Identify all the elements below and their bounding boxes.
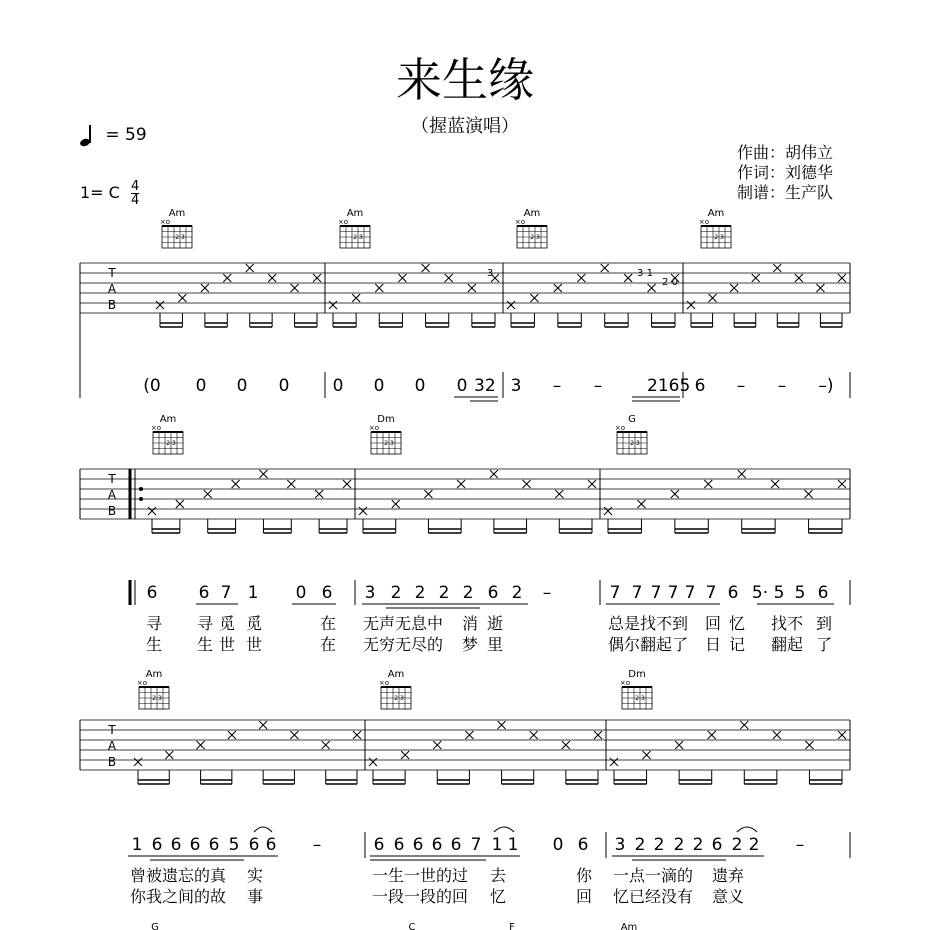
chord-name-partial: F (509, 922, 515, 930)
lyric-text: 一段一段的回 (372, 887, 469, 906)
lyric-text: 无声无息中 (363, 614, 444, 633)
time-sig-top: 4 (130, 179, 140, 194)
chord-open-markers: ×o (514, 218, 526, 226)
key-value: 1= C (80, 183, 120, 202)
lyric-text: 觅 (246, 614, 263, 633)
lyric-text: 逝 (487, 614, 504, 633)
tab-letter-b: B (107, 504, 117, 518)
repeat-dot (139, 487, 143, 491)
notation-note: 6 (711, 835, 723, 855)
notation-note: 6 (431, 835, 443, 855)
chord-open-markers: ×o (378, 679, 390, 687)
chord-name-dm: Dm (377, 414, 395, 425)
notation-note: 0 (295, 583, 307, 603)
notation-note: – (736, 376, 746, 396)
notation-note: 6 (189, 835, 201, 855)
notation-note: 2 (653, 835, 665, 855)
chord-open-markers: ×o (337, 218, 349, 226)
lyric-text: 偶尔翻起了 (608, 635, 689, 654)
notation-note: 7 (609, 583, 621, 603)
notation-note: 6 (151, 835, 163, 855)
notation-note: 7 (650, 583, 662, 603)
notation-note: 0 (236, 376, 248, 396)
tab-fret-number: 3 (486, 268, 494, 279)
notation-note: 3 (364, 583, 376, 603)
notation-note: 1 (507, 835, 519, 855)
tab-letter-t: T (108, 472, 116, 486)
lyric-text: 觅 (219, 614, 236, 633)
notation-note: 2 (634, 835, 646, 855)
notation-note: – (593, 376, 603, 396)
song-title: 来生缘 (396, 53, 534, 107)
notation-note: 2 (511, 583, 523, 603)
notation-note: 2 (748, 835, 760, 855)
chord-name-am: Am (145, 669, 163, 680)
composer-credit: 作曲：胡伟立 (737, 143, 834, 162)
tab-fret-number: 2 0 (662, 277, 678, 288)
tab-letter-a: A (107, 488, 117, 502)
chord-open-markers: ×o (698, 218, 710, 226)
lyric-text: 了 (816, 635, 833, 654)
notation-note: 0 (373, 376, 385, 396)
notation-note: – (777, 376, 787, 396)
lyric-text: 里 (487, 635, 504, 654)
chord-open-markers: ×o (614, 424, 626, 432)
tie-arc (737, 827, 757, 832)
tab-letter-a: A (107, 739, 117, 753)
lyric-text: 日 (705, 635, 722, 654)
notation-note: 0 (456, 376, 468, 396)
notation-note: 7 (684, 583, 696, 603)
lyric-text: 忆 (490, 887, 507, 906)
chord-open-markers: ×o (619, 679, 631, 687)
tempo-value: = 59 (105, 125, 147, 145)
singer-subtitle: （握蓝演唱） (411, 116, 519, 137)
lyric-text: 回 (705, 614, 722, 633)
lyricist-credit: 作词：刘德华 (737, 163, 834, 182)
lyric-text: 你我之间的故 (130, 887, 227, 906)
lyric-text: 翻起 (771, 635, 804, 654)
chord-open-markers: ×o (159, 218, 171, 226)
chord-open-markers: ×o (150, 424, 162, 432)
lyric-text: 寻 (197, 614, 214, 633)
lyric-text: 在 (320, 635, 337, 654)
notation-note: 2 (673, 835, 685, 855)
lyric-text: 记 (729, 635, 746, 654)
notation-note: 6 (727, 583, 739, 603)
lyric-text: 事 (247, 887, 264, 906)
notation-note: 5 (228, 835, 240, 855)
notation-note: 6 (248, 835, 260, 855)
chord-name-am: Am (387, 669, 405, 680)
lyric-text: 遗弃 (712, 866, 745, 885)
notation-note: 6 (393, 835, 405, 855)
lyric-text: 在 (320, 614, 337, 633)
notation-note: 6 (170, 835, 182, 855)
chord-fingering: 2 3 (384, 440, 394, 447)
lyric-text: 实 (247, 866, 264, 885)
tab-letter-b: B (107, 755, 117, 769)
notation-note: 2 (414, 583, 426, 603)
chord-name-am: Am (346, 208, 364, 219)
notation-note: 6 (198, 583, 210, 603)
notation-note: – (552, 376, 562, 396)
tie-arc (254, 827, 272, 832)
notation-note: – (312, 835, 322, 855)
lyric-text: 曾被遗忘的真 (130, 866, 227, 885)
lyric-text: 梦 (462, 635, 479, 654)
tie-arc (494, 827, 514, 832)
notation-note: 6 (450, 835, 462, 855)
notation-note: 7 (470, 835, 482, 855)
notation-note: 0 (332, 376, 344, 396)
notation-note: 2 (731, 835, 743, 855)
chord-fingering: 2 3 (353, 234, 363, 241)
chord-name-partial: G (151, 922, 159, 930)
lyric-text: 意义 (712, 887, 745, 906)
notation-note: 6 (577, 835, 589, 855)
notation-note: 6 (146, 583, 158, 603)
notation-note: 32 (474, 376, 496, 396)
notation-note: 2 (390, 583, 402, 603)
notation-note: 7 (667, 583, 679, 603)
notation-note: 2 (438, 583, 450, 603)
chord-fingering: 2 3 (175, 234, 185, 241)
repeat-dot (139, 497, 143, 501)
notation-note: 3 (510, 376, 522, 396)
chord-fingering: 2 3 (630, 440, 640, 447)
chord-name-dm: Dm (628, 669, 646, 680)
notation-note: –) (818, 376, 834, 396)
notation-note: 6 (487, 583, 499, 603)
chord-name-partial: Am (620, 922, 638, 930)
notation-note: 0 (278, 376, 290, 396)
notation-note: 6 (694, 376, 706, 396)
lyric-text: 消 (462, 614, 479, 633)
notation-note: 0 (195, 376, 207, 396)
chord-fingering: 2 3 (635, 695, 645, 702)
lyric-text: 回 (576, 887, 593, 906)
notation-note: 7 (220, 583, 232, 603)
notation-note: 1 (131, 835, 143, 855)
notation-note: 1 (247, 583, 259, 603)
notation-note: 7 (705, 583, 717, 603)
chord-name-g: G (628, 414, 636, 425)
chord-fingering: 2 3 (166, 440, 176, 447)
lyric-text: 世 (246, 635, 263, 654)
notation-note: 6 (208, 835, 220, 855)
chord-name-am: Am (159, 414, 177, 425)
lyric-text: 忆已经没有 (613, 887, 694, 906)
notation-note: (0 (143, 376, 161, 396)
tab-fret-number: 3 1 (637, 268, 653, 279)
notation-note: 5 (794, 583, 806, 603)
notation-note: 2 (462, 583, 474, 603)
notation-note: 7 (631, 583, 643, 603)
chord-fingering: 2 3 (152, 695, 162, 702)
notation-note: 0 (414, 376, 426, 396)
lyric-text: 忆 (729, 614, 746, 633)
lyric-text: 找不 (771, 614, 804, 633)
time-sig-bottom: 4 (130, 193, 140, 208)
lyric-text: 寻 (146, 614, 163, 633)
chord-fingering: 2 3 (394, 695, 404, 702)
notation-note: 6 (817, 583, 829, 603)
notation-note: – (795, 835, 805, 855)
tab-letter-t: T (108, 266, 116, 280)
lyric-text: 一点一滴的 (613, 866, 694, 885)
lyric-text: 到 (816, 614, 833, 633)
notation-note: 2165 (647, 376, 691, 396)
chord-open-markers: ×o (136, 679, 148, 687)
chord-fingering: 2 3 (714, 234, 724, 241)
chord-name-partial: C (408, 922, 416, 930)
tab-letter-t: T (108, 723, 116, 737)
notation-note: 5· (751, 583, 769, 603)
chord-fingering: 2 3 (530, 234, 540, 241)
notation-note: 6 (373, 835, 385, 855)
tab-letter-a: A (107, 282, 117, 296)
notation-note: 6 (412, 835, 424, 855)
chord-name-am: Am (523, 208, 541, 219)
notation-note: 6 (265, 835, 277, 855)
lyric-text: 你 (576, 866, 593, 885)
notation-note: 3 (614, 835, 626, 855)
chord-open-markers: ×o (368, 424, 380, 432)
notation-note: 1 (491, 835, 503, 855)
notation-note: 2 (692, 835, 704, 855)
lyric-text: 一生一世的过 (372, 866, 469, 885)
notation-note: – (542, 583, 552, 603)
notation-note: 5 (773, 583, 785, 603)
lyric-text: 世 (219, 635, 236, 654)
lyric-text: 无穷无尽的 (363, 635, 444, 654)
lyric-text: 生 (197, 635, 214, 654)
transcriber-credit: 制谱：生产队 (737, 183, 834, 202)
lyric-text: 总是找不到 (608, 614, 689, 633)
lyric-text: 生 (146, 635, 163, 654)
chord-name-am: Am (707, 208, 725, 219)
tab-letter-b: B (107, 298, 117, 312)
notation-note: 6 (321, 583, 333, 603)
chord-name-am: Am (168, 208, 186, 219)
notation-note: 0 (552, 835, 564, 855)
lyric-text: 去 (490, 866, 507, 885)
